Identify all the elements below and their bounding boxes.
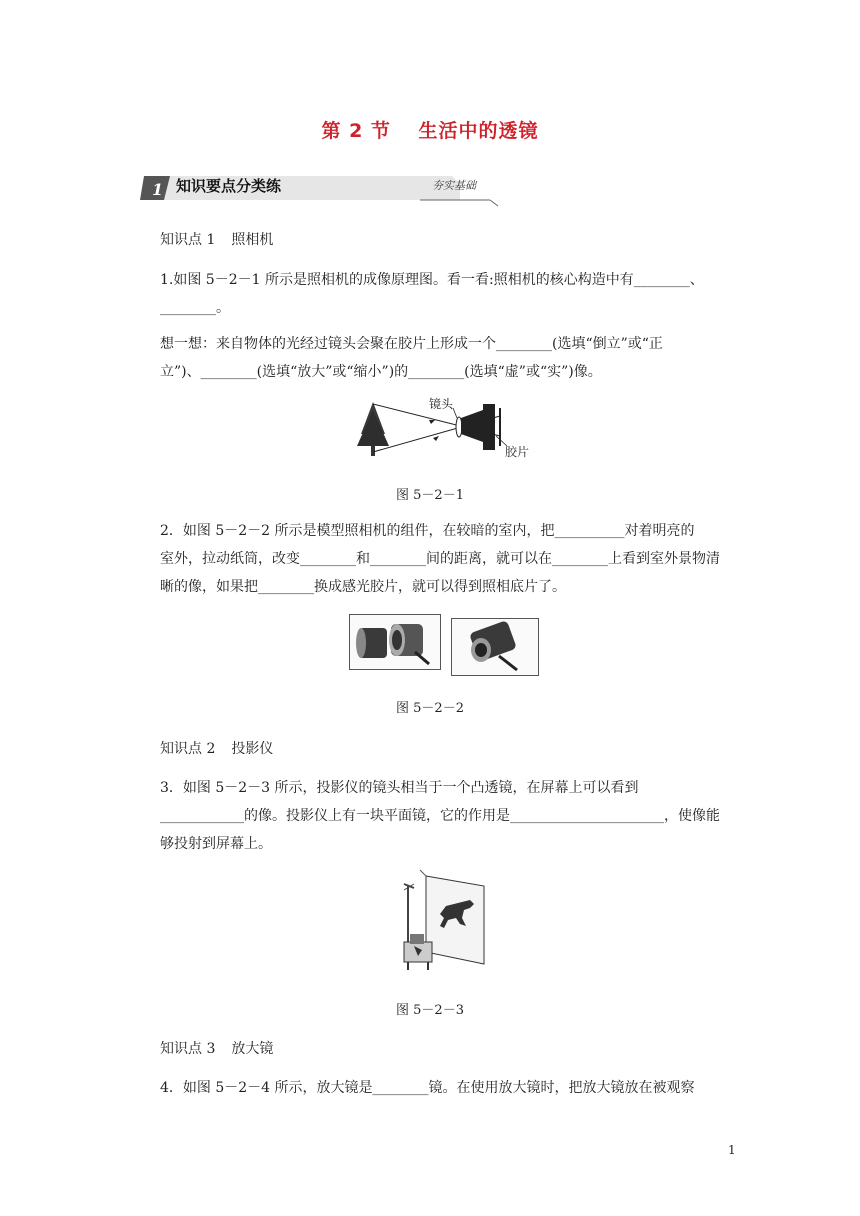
q4-line1: 4．如图 5－2－4 所示，放大镜是________镜。在使用放大镜时，把放大镜放在被观察: [160, 1080, 695, 1096]
knowledge-point-2: [160, 738, 289, 758]
q3-line1: 3．如图 5－2－3 所示，投影仪的镜头相当于一个凸透镜，在屏幕上可以看到: [160, 780, 639, 796]
q2-line2: 室外，拉动纸筒，改变________和________间的距离，就可以在________上看到室外景物清: [160, 551, 720, 567]
q1-line4: 立”)、________(选填“放大”或“缩小”)的________(选填“虚”或“实”)像。: [160, 364, 602, 380]
q3-line3: 够投射到屏幕上。: [160, 836, 272, 852]
kp-name: 照相机: [231, 232, 274, 248]
film-label: 胶片: [505, 445, 530, 459]
page-title: [0, 116, 860, 143]
q3-line2: ____________的像。投影仪上有一块平面镜，它的作用是______________________，使像能: [160, 808, 720, 824]
q1-line3: 想一想：来自物体的光经过镜头会聚在胶片上形成一个________(选填“倒立”或“正: [160, 336, 663, 352]
fig3-caption: 图 5－2－3: [396, 1003, 464, 1018]
q2-line3: 晰的像，如果把________换成感光胶片，就可以得到照相底片了。: [160, 579, 566, 595]
banner-label: 知识要点分类练: [176, 177, 282, 195]
kp-label: 知识点 2: [160, 741, 216, 757]
q2-line1: 2．如图 5－2－2 所示是模型照相机的组件，在较暗的室内，把__________对着明亮的: [160, 523, 695, 539]
q1-line1: 1.如图 5－2－1 所示是照相机的成像原理图。看一看:照相机的核心构造中有________、: [160, 272, 704, 288]
kp-label: 知识点 1: [160, 232, 216, 248]
kp-label: 知识点 3: [160, 1041, 216, 1057]
kp-name: 投影仪: [231, 741, 274, 757]
q1-line2: ________。: [160, 300, 230, 316]
page-number: 1: [728, 1143, 736, 1157]
knowledge-point-1: [160, 229, 289, 249]
fig2-caption: 图 5－2－2: [396, 701, 464, 716]
kp-name: 放大镜: [231, 1041, 274, 1057]
fig1-caption: 图 5－2－1: [396, 488, 464, 503]
section-number: 第 2 节: [321, 120, 391, 142]
banner-number: 1: [152, 180, 164, 199]
section-name: 生活中的透镜: [418, 120, 539, 142]
camera-model-photo-2: [451, 618, 539, 676]
lens-label: 镜头: [429, 397, 454, 411]
camera-model-photo-1: [349, 614, 441, 670]
projector-illustration: [400, 866, 490, 974]
banner-sub: 夯实基础: [432, 179, 476, 192]
section-banner: [140, 168, 500, 208]
camera-diagram: [355, 396, 535, 466]
knowledge-point-3: [160, 1038, 289, 1058]
